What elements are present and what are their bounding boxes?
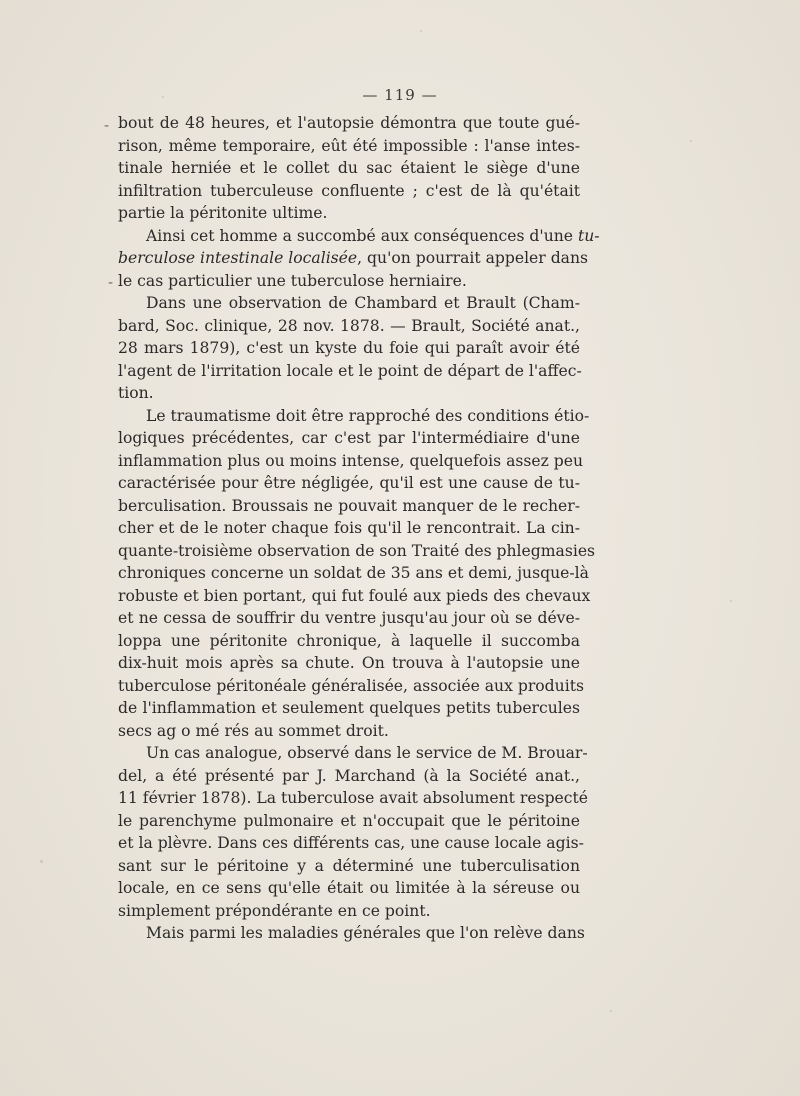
text-line: tinale herniée et le collet du sac étaient le siège d'une [118,159,580,177]
text-line: rison, même temporaire, eût été impossible : l'anse intes- [118,136,580,155]
text-line: Mais parmi les maladies générales que l'on relève dans [146,924,585,942]
text-line: infiltration tuberculeuse confluente ; c'est de là qu'était [118,181,580,200]
text-line: 28 mars 1879), c'est un kyste du foie qui paraît avoir été [118,339,580,357]
text-line: logiques précédentes, car c'est par l'intermédiaire d'une [118,429,580,447]
page-number: — 119 — [362,86,438,104]
paper-speck [730,600,732,602]
text-line: et ne cessa de souffrir du ventre jusqu'au jour où se déve- [118,609,580,627]
text-run: Ainsi cet homme a succombé aux conséquences d'une [146,226,578,245]
italic-run: berculose intestinale localisée [118,249,358,267]
text-line: berculisation. Broussais ne pouvait manquer de le recher- [118,496,580,515]
text-line: inflammation plus ou moins intense, quelquefois assez peu [118,451,584,470]
text-line: quante-troisième observation de son Traité des phlegmasies [118,541,596,560]
text-line: le parenchyme pulmonaire et n'occupait que le péritoine [118,811,580,830]
text-line: cher et de le noter chaque fois qu'il le rencontrait. La cin- [118,519,580,537]
text-line: del, a été présenté par J. Marchand (à la Société anat., [118,766,580,785]
text-line [118,247,589,270]
text-line: simplement prépondérante en ce point. [118,901,431,920]
text-line: et la plèvre. Dans ces différents cas, une cause locale agis- [118,834,584,852]
text-line: l'agent de l'irritation locale et le point de départ de l'affec- [118,361,582,380]
text-line: caractérisée pour être négligée, qu'il est une cause de tu- [118,474,580,492]
margin-mark: - [108,273,114,291]
text-line: Un cas analogue, observé dans le service de M. Brouar- [146,744,588,762]
text-line: robuste et bien portant, qui fut foulé aux pieds des chevaux [118,586,591,605]
text-line: le cas particulier une tuberculose herniaire. [118,271,467,290]
paper-speck [610,1010,612,1012]
paper-speck [690,140,692,142]
margin-mark: - [104,116,110,134]
text-line: chroniques concerne un soldat de 35 ans et demi, jusque-là [118,564,589,582]
text-line: de l'inflammation et seulement quelques petits tubercules [118,699,580,717]
text-line: sant sur le péritoine y a déterminé une tuberculisation [118,856,580,875]
text-line: bout de 48 heures, et l'autopsie démontra que toute gué- [118,114,580,132]
text-line: Le traumatisme doit être rapproché des conditions étio- [146,406,590,425]
text-line: tion. [118,384,154,402]
text-line [118,225,600,248]
text-line: locale, en ce sens qu'elle était ou limitée à la séreuse ou [118,879,580,897]
text-line: loppa une péritonite chronique, à laquelle il succomba [118,631,580,650]
text-line: bard, Soc. clinique, 28 nov. 1878. — Brault, Société anat., [118,316,580,335]
paper-speck [40,860,43,863]
text-line: 11 février 1878). La tuberculose avait absolument respecté [118,789,589,807]
italic-run: tu- [577,226,600,245]
paper-speck [420,30,422,32]
text-line: secs ag o mé rés au sommet droit. [118,721,389,740]
text-line: Dans une observation de Chambard et Brault (Cham- [146,294,580,312]
text-line: partie la péritonite ultime. [118,204,328,222]
text-line: tuberculose péritonéale généralisée, associée aux produits [118,676,584,695]
text-run: , qu'on pourrait appeler dans [357,249,589,267]
text-line: dix-huit mois après sa chute. On trouva à l'autopsie une [118,654,580,672]
body-text [118,112,600,945]
